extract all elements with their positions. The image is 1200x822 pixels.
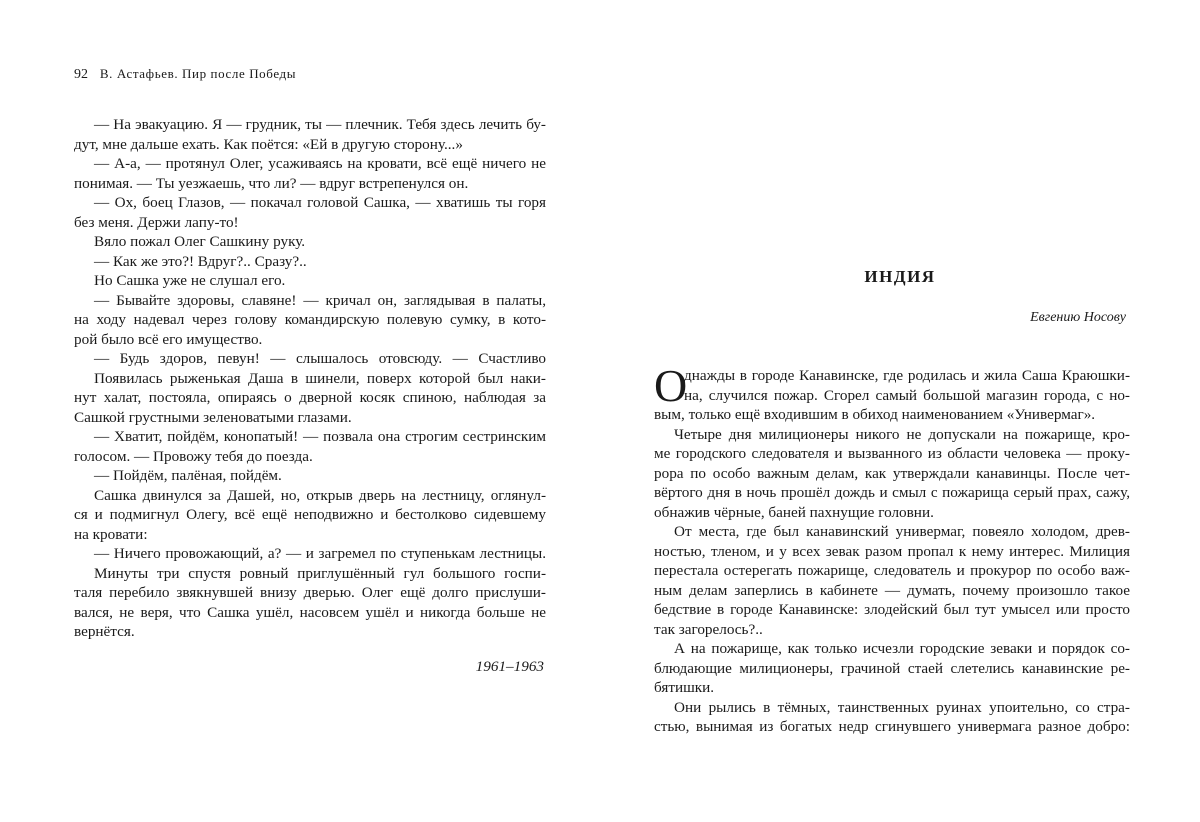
text-line: на, случился пожар. Сгорел самый большой магазин города, с но- [684,386,1130,404]
text-line: дут, мне дальше ехать. Как поётся: «Ей в другую сторону...» [74,135,463,153]
chapter-title: ИНДИЯ [864,267,936,286]
text-line: — Ничего провожающий, а? — и загремел по ступенькам лестницы. [94,545,546,562]
text-line: обнажив чёрные, баней пахнущие головни. [654,503,934,521]
text-line: — Ох, боец Глазов, — покачал головой Сашка, — хватишь ты горя [94,194,546,211]
text-line: — Будь здоров, певун! — слышалось отовсюду. — Счастливо [94,350,546,367]
text-line: так загорелось?.. [654,620,763,638]
text-line: Сашка двинулся за Дашей, но, открыв дверь на лестницу, оглянул- [94,486,546,504]
text-line: вым, только ещё входившим в обиход наименованием «Универмаг». [654,406,1096,423]
text-line: Минуты три спустя ровный приглушённый гул большого госпи- [94,564,546,582]
text-line: — А-а, — протянул Олег, усаживаясь на кровати, всё ещё ничего не [94,155,546,172]
text-line: таля перебило звякнувшей внизу дверью. Олег ещё долго прислуши- [74,584,546,601]
text-line: От места, где был канавинский универмаг, повеяло холодом, древ- [674,523,1130,540]
text-line: понимая. — Ты уезжаешь, что ли? — вдруг встрепенулся он. [74,174,469,192]
text-line: Вяло пожал Олег Сашкину руку. [94,233,306,250]
text-line: А на пожарище, как только исчезли городские зеваки и порядок со- [674,640,1130,657]
text-line: — Пойдём, палёная, пойдём. [94,467,282,484]
left-body-text [74,115,546,642]
epigraph: Евгению Носову [1030,310,1126,325]
text-line: — Хватит, пойдём, конопатый! — позвала она строгим сестринским [94,428,546,445]
running-head-title: В. Астафьев. Пир после Победы [99,66,297,81]
text-line: вался, не веря, что Сашка ушёл, насовсем ушёл и никогда больше не [74,603,546,621]
drop-cap: О [654,360,688,411]
text-line: ностью, тленом, и у всех зевак разом пропал к нему интерес. Милиция [654,542,1130,560]
text-line: перестала остерегать пожарище, следователь и прокурор по особо важ- [654,562,1130,579]
text-line: ным делам заперлись в кабинете — думать, почему произошло такое [654,581,1130,599]
text-line: вернётся. [74,623,135,640]
text-line: бедствие в городе Канавинске: злодейский был тут умысел или просто [654,601,1130,618]
text-line: рой было всё его имущество. [74,330,263,348]
page-number: 92 [74,67,88,82]
right-page [600,0,1200,822]
text-line: голосом. — Провожу тебя до поезда. [74,447,313,465]
text-line: бятишки. [654,679,715,696]
text-line: Четыре дня милиционеры никого не допускали на пожарище, кро- [674,425,1130,443]
text-line: нут халат, постояла, опираясь о дверной косяк спиною, наблюдая за [74,389,546,406]
text-line: Но Сашка уже не слушал его. [94,272,286,289]
text-line: — Как же это?! Вдруг?.. Сразу?.. [94,252,307,270]
text-line: блюдающие милиционеры, грачиной стаей слетелись канавинские ре- [654,659,1130,677]
text-line: вёртого дня в ночь прошёл дождь и смыл с пожарища серый прах, сажу, [654,484,1130,501]
date-line: 1961–1963 [475,658,544,675]
text-line: Они рылись в тёмных, таинственных руинах упоительно, со стра- [674,698,1130,716]
text-line: днажды в городе Канавинске, где родилась и жила Саша Краюшки- [684,367,1130,384]
text-line: Сашкой грустными зеленоватыми глазами. [74,408,352,426]
text-line: на кровати: [74,525,148,543]
text-line: — Бывайте здоровы, славяне! — кричал он, заглядывая в палаты, [94,291,546,309]
right-body-text [654,360,1130,737]
text-line: стью, вынимая из богатых недр сгинувшего универмага разное добро: [654,718,1130,735]
text-line: — На эвакуацию. Я — грудник, ты — плечник. Тебя здесь лечить бу- [94,116,546,133]
running-head [74,66,296,83]
text-line: Появилась рыженькая Даша в шинели, поверх которой был наки- [94,369,546,387]
text-line: без меня. Держи лапу-то! [74,213,239,231]
text-line: ся и подмигнул Олегу, всё ещё неподвижно и бестолково сидевшему [74,506,546,523]
text-line: на ходу надевал через голову командирскую полевую сумку, в кото- [74,311,546,328]
text-line: ме городского следователя и вызванного из области человека — проку- [654,445,1130,462]
text-line: рора по особо важным делам, как утверждали канавинцы. После чет- [654,464,1130,482]
